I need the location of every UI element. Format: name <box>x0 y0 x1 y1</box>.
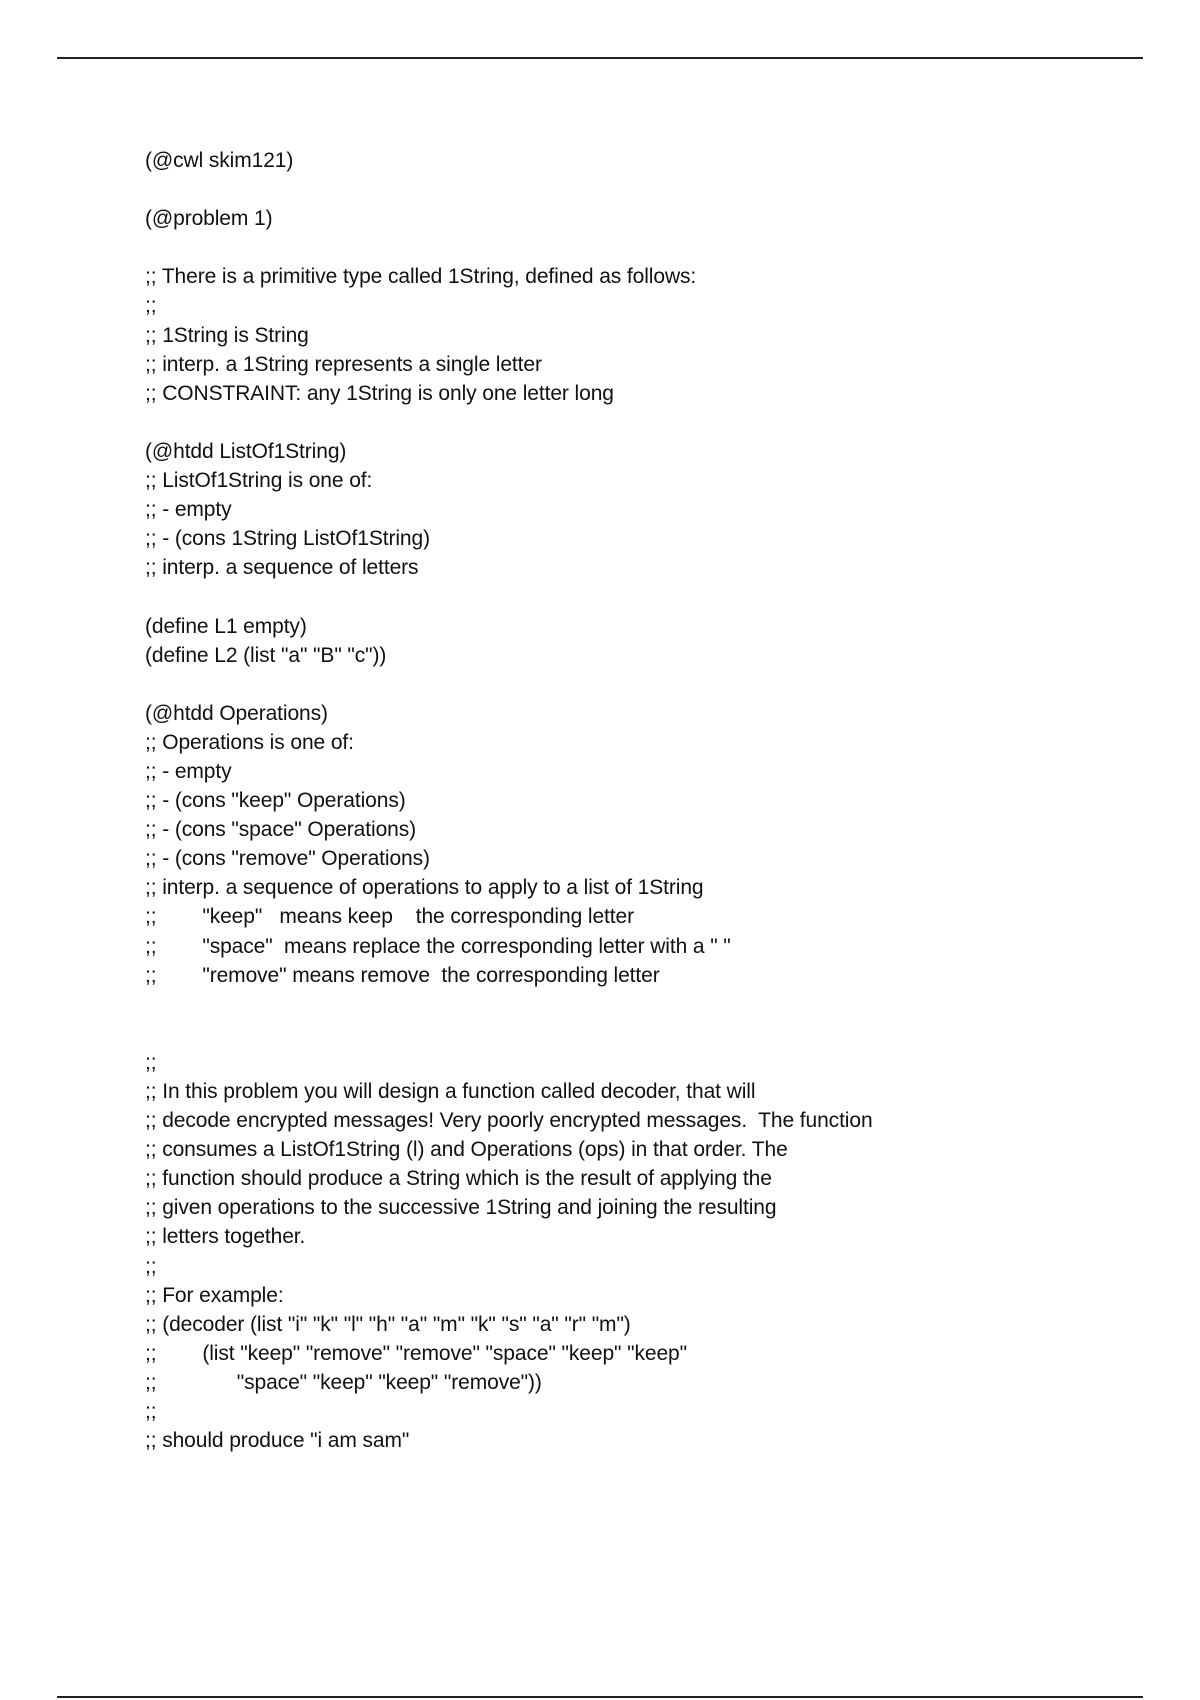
code-line: ;; consumes a ListOf1String (l) and Operations (ops) in that order. The <box>145 1138 788 1162</box>
blank-line <box>145 175 1145 204</box>
code-line: ;; There is a primitive type called 1String, defined as follows: <box>145 265 697 289</box>
code-line: ;; letters together. <box>145 1225 306 1249</box>
code-line: ;; interp. a sequence of letters <box>145 556 419 580</box>
code-line: (define L1 empty) <box>145 614 307 638</box>
code-line: (@cwl skim121) <box>145 149 294 172</box>
code-line: (@htdd ListOf1String) <box>145 439 347 463</box>
code-line: ;; - (cons "keep" Operations) <box>145 789 406 813</box>
blank-line <box>145 582 1145 611</box>
top-rule <box>57 57 1143 59</box>
code-line: ;; 1String is String <box>145 323 309 347</box>
code-line: ;; <box>145 294 157 318</box>
bottom-rule <box>57 1696 1143 1698</box>
code-line: ;; interp. a 1String represents a single letter <box>145 352 542 376</box>
blank-line <box>145 233 1145 262</box>
code-line: ;; - (cons 1String ListOf1String) <box>145 527 430 551</box>
code-line: ;; For example: <box>145 1283 284 1307</box>
code-line: ;; <box>145 1254 157 1278</box>
code-line: ;; - empty <box>145 759 232 783</box>
code-line: ;; (list "keep" "remove" "remove" "space" "keep" "keep" <box>145 1341 687 1365</box>
code-line: ;; CONSTRAINT: any 1String is only one letter long <box>145 381 614 405</box>
code-line: ;; Operations is one of: <box>145 730 354 754</box>
code-line: (@htdd Operations) <box>145 701 328 725</box>
code-line: ;; (decoder (list "i" "k" "l" "h" "a" "m" "k" "s" "a" "r" "m") <box>145 1312 631 1336</box>
code-line: ;; "space" means replace the corresponding letter with a " " <box>145 934 731 958</box>
blank-line <box>145 1019 1145 1048</box>
code-line: ;; - empty <box>145 498 232 522</box>
code-line: ;; "space" "keep" "keep" "remove")) <box>145 1370 542 1394</box>
code-line: ;; - (cons "space" Operations) <box>145 818 417 842</box>
code-line: ;; "remove" means remove the corresponding letter <box>145 963 660 987</box>
code-line: ;; "keep" means keep the corresponding letter <box>145 905 634 929</box>
code-listing <box>145 146 1145 1455</box>
code-line: (define L2 (list "a" "B" "c")) <box>145 643 387 667</box>
blank-line <box>145 990 1145 1019</box>
blank-line <box>145 408 1145 437</box>
code-line: ;; ListOf1String is one of: <box>145 469 373 493</box>
code-line: ;; - (cons "remove" Operations) <box>145 847 430 871</box>
code-line: ;; given operations to the successive 1String and joining the resulting <box>145 1196 777 1220</box>
code-line: ;; interp. a sequence of operations to apply to a list of 1String <box>145 876 704 900</box>
code-line: ;; In this problem you will design a function called decoder, that will <box>145 1080 756 1103</box>
blank-line <box>145 670 1145 699</box>
code-line: ;; <box>145 1400 157 1424</box>
code-line: ;; should produce "i am sam" <box>145 1429 410 1453</box>
code-line: (@problem 1) <box>145 207 273 231</box>
code-line: ;; <box>145 1050 157 1074</box>
code-line: ;; decode encrypted messages! Very poorly encrypted messages. The function <box>145 1109 873 1133</box>
code-line: ;; function should produce a String which is the result of applying the <box>145 1167 772 1191</box>
